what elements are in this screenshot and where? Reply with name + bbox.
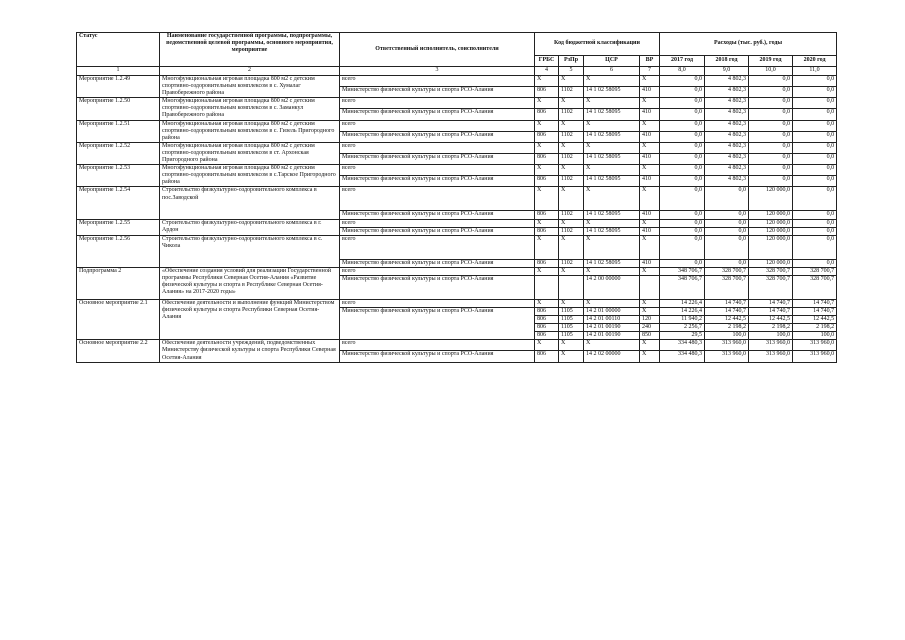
cell-rzpr: Х [559,187,584,211]
cell-rzpr: Х [559,351,584,362]
cell-y2020: 328 700,7 [793,275,837,299]
cell-y2017: 0,0 [660,235,705,259]
cell-grbs: 806 [535,131,559,142]
row-executor: всего [340,165,535,176]
cell-rzpr: Х [559,235,584,259]
cell-y2019: 100,0 [749,332,793,340]
cell-y2018: 4 802,3 [705,76,749,87]
cell-vr: 410 [640,87,660,98]
cell-rzpr: Х [559,219,584,227]
cell-vr: 120 [640,316,660,324]
column-number: 10,0 [749,67,793,76]
header-2019: 2019 год [749,56,793,67]
cell-y2017: 11 940,2 [660,316,705,324]
cell-y2019: 12 442,5 [749,316,793,324]
cell-y2017: 0,0 [660,211,705,219]
cell-csr: 14 1 02 58095 [584,109,640,120]
header-name: Наименование государственной программы, подпрограммы, ведомственной целевой программы, основного мероприятия, мероприятие [160,33,340,67]
cell-rzpr: Х [559,76,584,87]
cell-rzpr: 1102 [559,211,584,219]
cell-vr: 410 [640,109,660,120]
cell-csr: Х [584,76,640,87]
cell-csr: Х [584,299,640,307]
row-executor: всего [340,120,535,131]
cell-y2018: 4 802,3 [705,165,749,176]
cell-y2018: 4 802,3 [705,176,749,187]
cell-csr: Х [584,340,640,351]
cell-csr: 14 1 02 58095 [584,227,640,235]
cell-y2017: 0,0 [660,76,705,87]
cell-vr: Х [640,76,660,87]
cell-y2019: 120 000,0 [749,227,793,235]
cell-vr: Х [640,267,660,275]
cell-y2020: 0,0 [793,98,837,109]
cell-rzpr: 1105 [559,307,584,315]
cell-rzpr [559,275,584,299]
row-status: Мероприятие 1.2.51 [77,120,160,142]
cell-csr: Х [584,120,640,131]
row-executor: Министерство физической культуры и спорта РСО-Алания [340,153,535,164]
cell-rzpr: 1105 [559,332,584,340]
cell-y2017: 348 706,7 [660,267,705,275]
cell-vr: Х [640,340,660,351]
row-status: Подпрограмма 2 [77,267,160,299]
cell-y2020: 0,0 [793,227,837,235]
column-number: 5 [559,67,584,76]
cell-csr: Х [584,267,640,275]
cell-y2018: 4 802,3 [705,98,749,109]
cell-y2018: 0,0 [705,227,749,235]
cell-vr: 410 [640,176,660,187]
cell-y2020: 0,0 [793,165,837,176]
cell-y2020: 0,0 [793,259,837,267]
cell-rzpr: 1102 [559,153,584,164]
cell-y2017: 0,0 [660,87,705,98]
cell-vr: 410 [640,153,660,164]
cell-y2017: 14 226,4 [660,307,705,315]
cell-grbs: Х [535,267,559,275]
cell-y2018: 0,0 [705,235,749,259]
row-status: Основное мероприятие 2.2 [77,340,160,362]
cell-y2019: 14 740,7 [749,307,793,315]
cell-y2018: 4 802,3 [705,87,749,98]
cell-y2018: 4 802,3 [705,131,749,142]
row-name: «Обеспечение создания условий для реализации Государственной программы Республики Северная Осетия-Алания «Развитие физической культуры и спорта в Республике Северная Осетия-Алания» на 2017-2020 годы» [160,267,340,299]
cell-y2018: 0,0 [705,259,749,267]
cell-vr: 240 [640,324,660,332]
cell-y2018: 2 198,2 [705,324,749,332]
cell-y2017: 0,0 [660,98,705,109]
table-row [77,165,837,176]
cell-y2019: 2 198,2 [749,324,793,332]
cell-y2017: 2 256,7 [660,324,705,332]
cell-grbs: 806 [535,324,559,332]
cell-y2020: 0,0 [793,187,837,211]
cell-vr: 850 [640,332,660,340]
cell-y2019: 328 700,7 [749,267,793,275]
column-number: 8,0 [660,67,705,76]
cell-y2020: 0,0 [793,142,837,153]
cell-y2018: 100,0 [705,332,749,340]
cell-y2018: 0,0 [705,211,749,219]
row-name: Строительство физкультурно-оздоровительного комплекса в г. Ардон [160,219,340,235]
column-number: 3 [340,67,535,76]
cell-grbs: Х [535,98,559,109]
cell-y2018: 328 700,7 [705,275,749,299]
cell-csr: 14 2 00 00000 [584,275,640,299]
table-row [77,340,837,351]
cell-y2020: 0,0 [793,109,837,120]
row-name: Многофункциональная игровая площадка 800 м2 с детским спортивно-оздоровительным комплексом в с. Заманкул Правобережного района [160,98,340,120]
cell-rzpr: 1102 [559,227,584,235]
table-row [77,142,837,153]
column-number: 9,0 [705,67,749,76]
cell-rzpr: Х [559,165,584,176]
table-row [77,98,837,109]
row-name: Многофункциональная игровая площадка 800 м2 с детским спортивно-оздоровительным комплексом в ст. Архонская Пригородного района [160,142,340,164]
cell-grbs: 806 [535,332,559,340]
cell-y2018: 0,0 [705,187,749,211]
row-executor: Министерство физической культуры и спорта РСО-Алания [340,87,535,98]
cell-vr: Х [640,299,660,307]
cell-csr: 14 1 02 58095 [584,87,640,98]
row-executor: всего [340,98,535,109]
cell-y2020: 100,0 [793,332,837,340]
cell-csr: 14 1 02 58095 [584,131,640,142]
cell-y2020: 14 740,7 [793,299,837,307]
cell-rzpr: Х [559,267,584,275]
cell-y2017: 334 480,3 [660,340,705,351]
cell-grbs: Х [535,76,559,87]
cell-y2017: 0,0 [660,176,705,187]
cell-rzpr: Х [559,120,584,131]
cell-rzpr: 1105 [559,316,584,324]
cell-y2018: 12 442,5 [705,316,749,324]
table-row [77,267,837,275]
cell-y2019: 313 960,0 [749,340,793,351]
row-name: Обеспечение деятельности и выполнение функций Министерством физической культуры и спорта Республики Северная Осетия-Алания [160,299,340,339]
cell-rzpr: Х [559,98,584,109]
cell-y2019: 328 700,7 [749,275,793,299]
cell-y2020: 0,0 [793,131,837,142]
cell-y2019: 0,0 [749,109,793,120]
cell-y2019: 0,0 [749,76,793,87]
cell-y2020: 0,0 [793,211,837,219]
cell-y2019: 0,0 [749,142,793,153]
cell-y2019: 120 000,0 [749,211,793,219]
cell-vr: Х [640,235,660,259]
row-status: Мероприятие 1.2.56 [77,235,160,267]
cell-rzpr: Х [559,299,584,307]
cell-csr: Х [584,219,640,227]
row-executor: всего [340,219,535,227]
cell-y2020: 0,0 [793,120,837,131]
header-kbk: Код бюджетной классификации [535,33,660,56]
cell-y2017: 348 706,7 [660,275,705,299]
cell-csr: Х [584,187,640,211]
cell-y2019: 313 960,0 [749,351,793,362]
cell-y2019: 120 000,0 [749,219,793,227]
cell-grbs: 806 [535,211,559,219]
header-2018: 2018 год [705,56,749,67]
cell-y2017: 14 226,4 [660,299,705,307]
row-executor: всего [340,187,535,211]
row-status: Мероприятие 1.2.52 [77,142,160,164]
cell-y2018: 0,0 [705,219,749,227]
table-body [77,76,837,363]
cell-y2017: 0,0 [660,153,705,164]
cell-y2019: 0,0 [749,153,793,164]
cell-y2018: 4 802,3 [705,153,749,164]
cell-y2019: 0,0 [749,165,793,176]
row-status: Мероприятие 1.2.55 [77,219,160,235]
cell-grbs: 806 [535,153,559,164]
cell-y2019: 0,0 [749,131,793,142]
row-executor: всего [340,267,535,275]
cell-grbs: 806 [535,87,559,98]
row-status: Мероприятие 1.2.50 [77,98,160,120]
cell-vr: Х [640,219,660,227]
cell-grbs: Х [535,235,559,259]
cell-rzpr: 1102 [559,131,584,142]
column-number: 1 [77,67,160,76]
cell-y2018: 14 740,7 [705,299,749,307]
row-executor: Министерство физической культуры и спорта РСО-Алания [340,275,535,299]
cell-y2017: 0,0 [660,219,705,227]
cell-y2019: 0,0 [749,176,793,187]
header-grbs: ГРБС [535,56,559,67]
cell-csr: Х [584,235,640,259]
cell-y2017: 0,0 [660,259,705,267]
cell-grbs: 806 [535,109,559,120]
cell-csr: 14 2 01 00000 [584,307,640,315]
header-csr: ЦСР [584,56,640,67]
cell-vr: Х [640,98,660,109]
column-number: 6 [584,67,640,76]
cell-grbs [535,275,559,299]
cell-y2018: 4 802,3 [705,120,749,131]
cell-y2017: 0,0 [660,142,705,153]
cell-vr: Х [640,351,660,362]
row-name: Многофункциональная игровая площадка 800 м2 с детским спортивно-оздоровительным комплексом в с.Тарское Пригородного района [160,165,340,187]
row-status: Мероприятие 1.2.49 [77,76,160,98]
row-executor: Министерство физической культуры и спорта РСО-Алания [340,131,535,142]
cell-y2017: 334 480,3 [660,351,705,362]
cell-rzpr: 1102 [559,87,584,98]
row-status: Основное мероприятие 2.1 [77,299,160,339]
table-row [77,299,837,307]
cell-csr: Х [584,98,640,109]
cell-grbs: Х [535,299,559,307]
cell-csr: 14 2 01 00110 [584,316,640,324]
cell-csr: 14 1 02 58095 [584,259,640,267]
cell-y2018: 4 802,3 [705,142,749,153]
header-status: Статус [77,33,160,67]
column-number: 7 [640,67,660,76]
cell-rzpr: 1105 [559,324,584,332]
row-status: Мероприятие 1.2.53 [77,165,160,187]
cell-y2017: 0,0 [660,187,705,211]
header-2020: 2020 год [793,56,837,67]
column-number: 4 [535,67,559,76]
cell-rzpr: Х [559,142,584,153]
row-executor: Министерство физической культуры и спорта РСО-Алания [340,109,535,120]
cell-y2020: 328 700,7 [793,267,837,275]
cell-y2019: 120 000,0 [749,235,793,259]
row-executor: Министерство физической культуры и спорта РСО-Алания [340,227,535,235]
cell-y2018: 4 802,3 [705,109,749,120]
column-number-row [77,67,837,76]
cell-rzpr: 1102 [559,176,584,187]
row-executor: всего [340,340,535,351]
cell-y2019: 0,0 [749,87,793,98]
cell-y2020: 12 442,5 [793,316,837,324]
cell-vr: 410 [640,211,660,219]
cell-vr: Х [640,187,660,211]
cell-y2018: 328 700,7 [705,267,749,275]
header-expenses: Расходы (тыс. руб.), годы [660,33,837,56]
cell-y2020: 0,0 [793,235,837,259]
header-executor: Ответственный исполнитель, соисполнители [340,33,535,67]
budget-document-page [76,32,836,363]
cell-y2018: 14 740,7 [705,307,749,315]
cell-y2019: 120 000,0 [749,187,793,211]
cell-grbs: Х [535,142,559,153]
cell-y2017: 0,0 [660,109,705,120]
table-row [77,235,837,259]
cell-y2019: 14 740,7 [749,299,793,307]
row-status: Мероприятие 1.2.54 [77,187,160,219]
cell-y2017: 0,0 [660,227,705,235]
cell-y2017: 0,0 [660,165,705,176]
row-executor: Министерство физической культуры и спорта РСО-Алания [340,211,535,219]
cell-csr: 14 1 02 58095 [584,176,640,187]
cell-vr: Х [640,307,660,315]
cell-vr: 410 [640,227,660,235]
cell-grbs: 806 [535,307,559,315]
row-executor: всего [340,299,535,307]
cell-y2017: 0,0 [660,131,705,142]
column-number: 11,0 [793,67,837,76]
cell-csr: Х [584,165,640,176]
table-row [77,219,837,227]
row-executor: Министерство физической культуры и спорта РСО-Алания [340,259,535,267]
cell-grbs: 806 [535,351,559,362]
cell-grbs: Х [535,340,559,351]
cell-csr: 14 2 01 00190 [584,332,640,340]
cell-vr: Х [640,142,660,153]
cell-csr: Х [584,142,640,153]
cell-csr: 14 1 02 58095 [584,153,640,164]
budget-table [76,32,837,363]
header-2017: 2017 год [660,56,705,67]
cell-rzpr: 1102 [559,109,584,120]
row-name: Многофункциональная игровая площадка 800 м2 с детским спортивно-оздоровительным комплексом в с. Хумалаг Правобережного района [160,76,340,98]
cell-rzpr: Х [559,340,584,351]
cell-y2017: 29,5 [660,332,705,340]
cell-y2020: 313 960,0 [793,351,837,362]
table-row [77,187,837,211]
cell-rzpr: 1102 [559,259,584,267]
cell-grbs: 806 [535,259,559,267]
row-name: Строительство физкультурно-оздоровительного комплекса в пос.Заводской [160,187,340,219]
cell-vr [640,275,660,299]
cell-y2018: 313 960,0 [705,340,749,351]
row-executor: всего [340,235,535,259]
cell-csr: 14 2 01 00190 [584,324,640,332]
cell-y2019: 0,0 [749,98,793,109]
cell-vr: 410 [640,131,660,142]
header-vr: ВР [640,56,660,67]
cell-y2019: 120 000,0 [749,259,793,267]
cell-y2018: 313 960,0 [705,351,749,362]
cell-y2020: 0,0 [793,153,837,164]
cell-y2020: 0,0 [793,76,837,87]
row-executor: Министерство физической культуры и спорта РСО-Алания [340,307,535,339]
header-rzpr: РзПр [559,56,584,67]
row-name: Обеспечение деятельности учреждений, подведомственных Министерству физической культуры и спорта Республики Северная Осетия-Алания [160,340,340,362]
cell-grbs: Х [535,165,559,176]
row-name: Строительство физкультурно-оздоровительного комплекса в с. Чикола [160,235,340,267]
cell-csr: 14 2 02 00000 [584,351,640,362]
cell-vr: Х [640,165,660,176]
row-executor: Министерство физической культуры и спорта РСО-Алания [340,176,535,187]
cell-y2020: 0,0 [793,176,837,187]
cell-y2019: 0,0 [749,120,793,131]
row-executor: всего [340,142,535,153]
cell-grbs: Х [535,120,559,131]
column-number: 2 [160,67,340,76]
cell-vr: 410 [640,259,660,267]
row-executor: Министерство физической культуры и спорта РСО-Алания [340,351,535,362]
cell-y2020: 0,0 [793,219,837,227]
cell-y2017: 0,0 [660,120,705,131]
cell-vr: Х [640,120,660,131]
cell-csr: 14 1 02 58095 [584,211,640,219]
cell-grbs: 806 [535,227,559,235]
row-name: Многофункциональная игровая площадка 800 м2 с детским спортивно-оздоровительным комплексом в с. Гизель Пригородного района [160,120,340,142]
row-executor: всего [340,76,535,87]
table-row [77,76,837,87]
cell-grbs: Х [535,187,559,211]
cell-y2020: 0,0 [793,87,837,98]
cell-y2020: 14 740,7 [793,307,837,315]
cell-grbs: 806 [535,176,559,187]
table-row [77,120,837,131]
cell-grbs: 806 [535,316,559,324]
cell-y2020: 313 960,0 [793,340,837,351]
cell-y2020: 2 198,2 [793,324,837,332]
cell-grbs: Х [535,219,559,227]
